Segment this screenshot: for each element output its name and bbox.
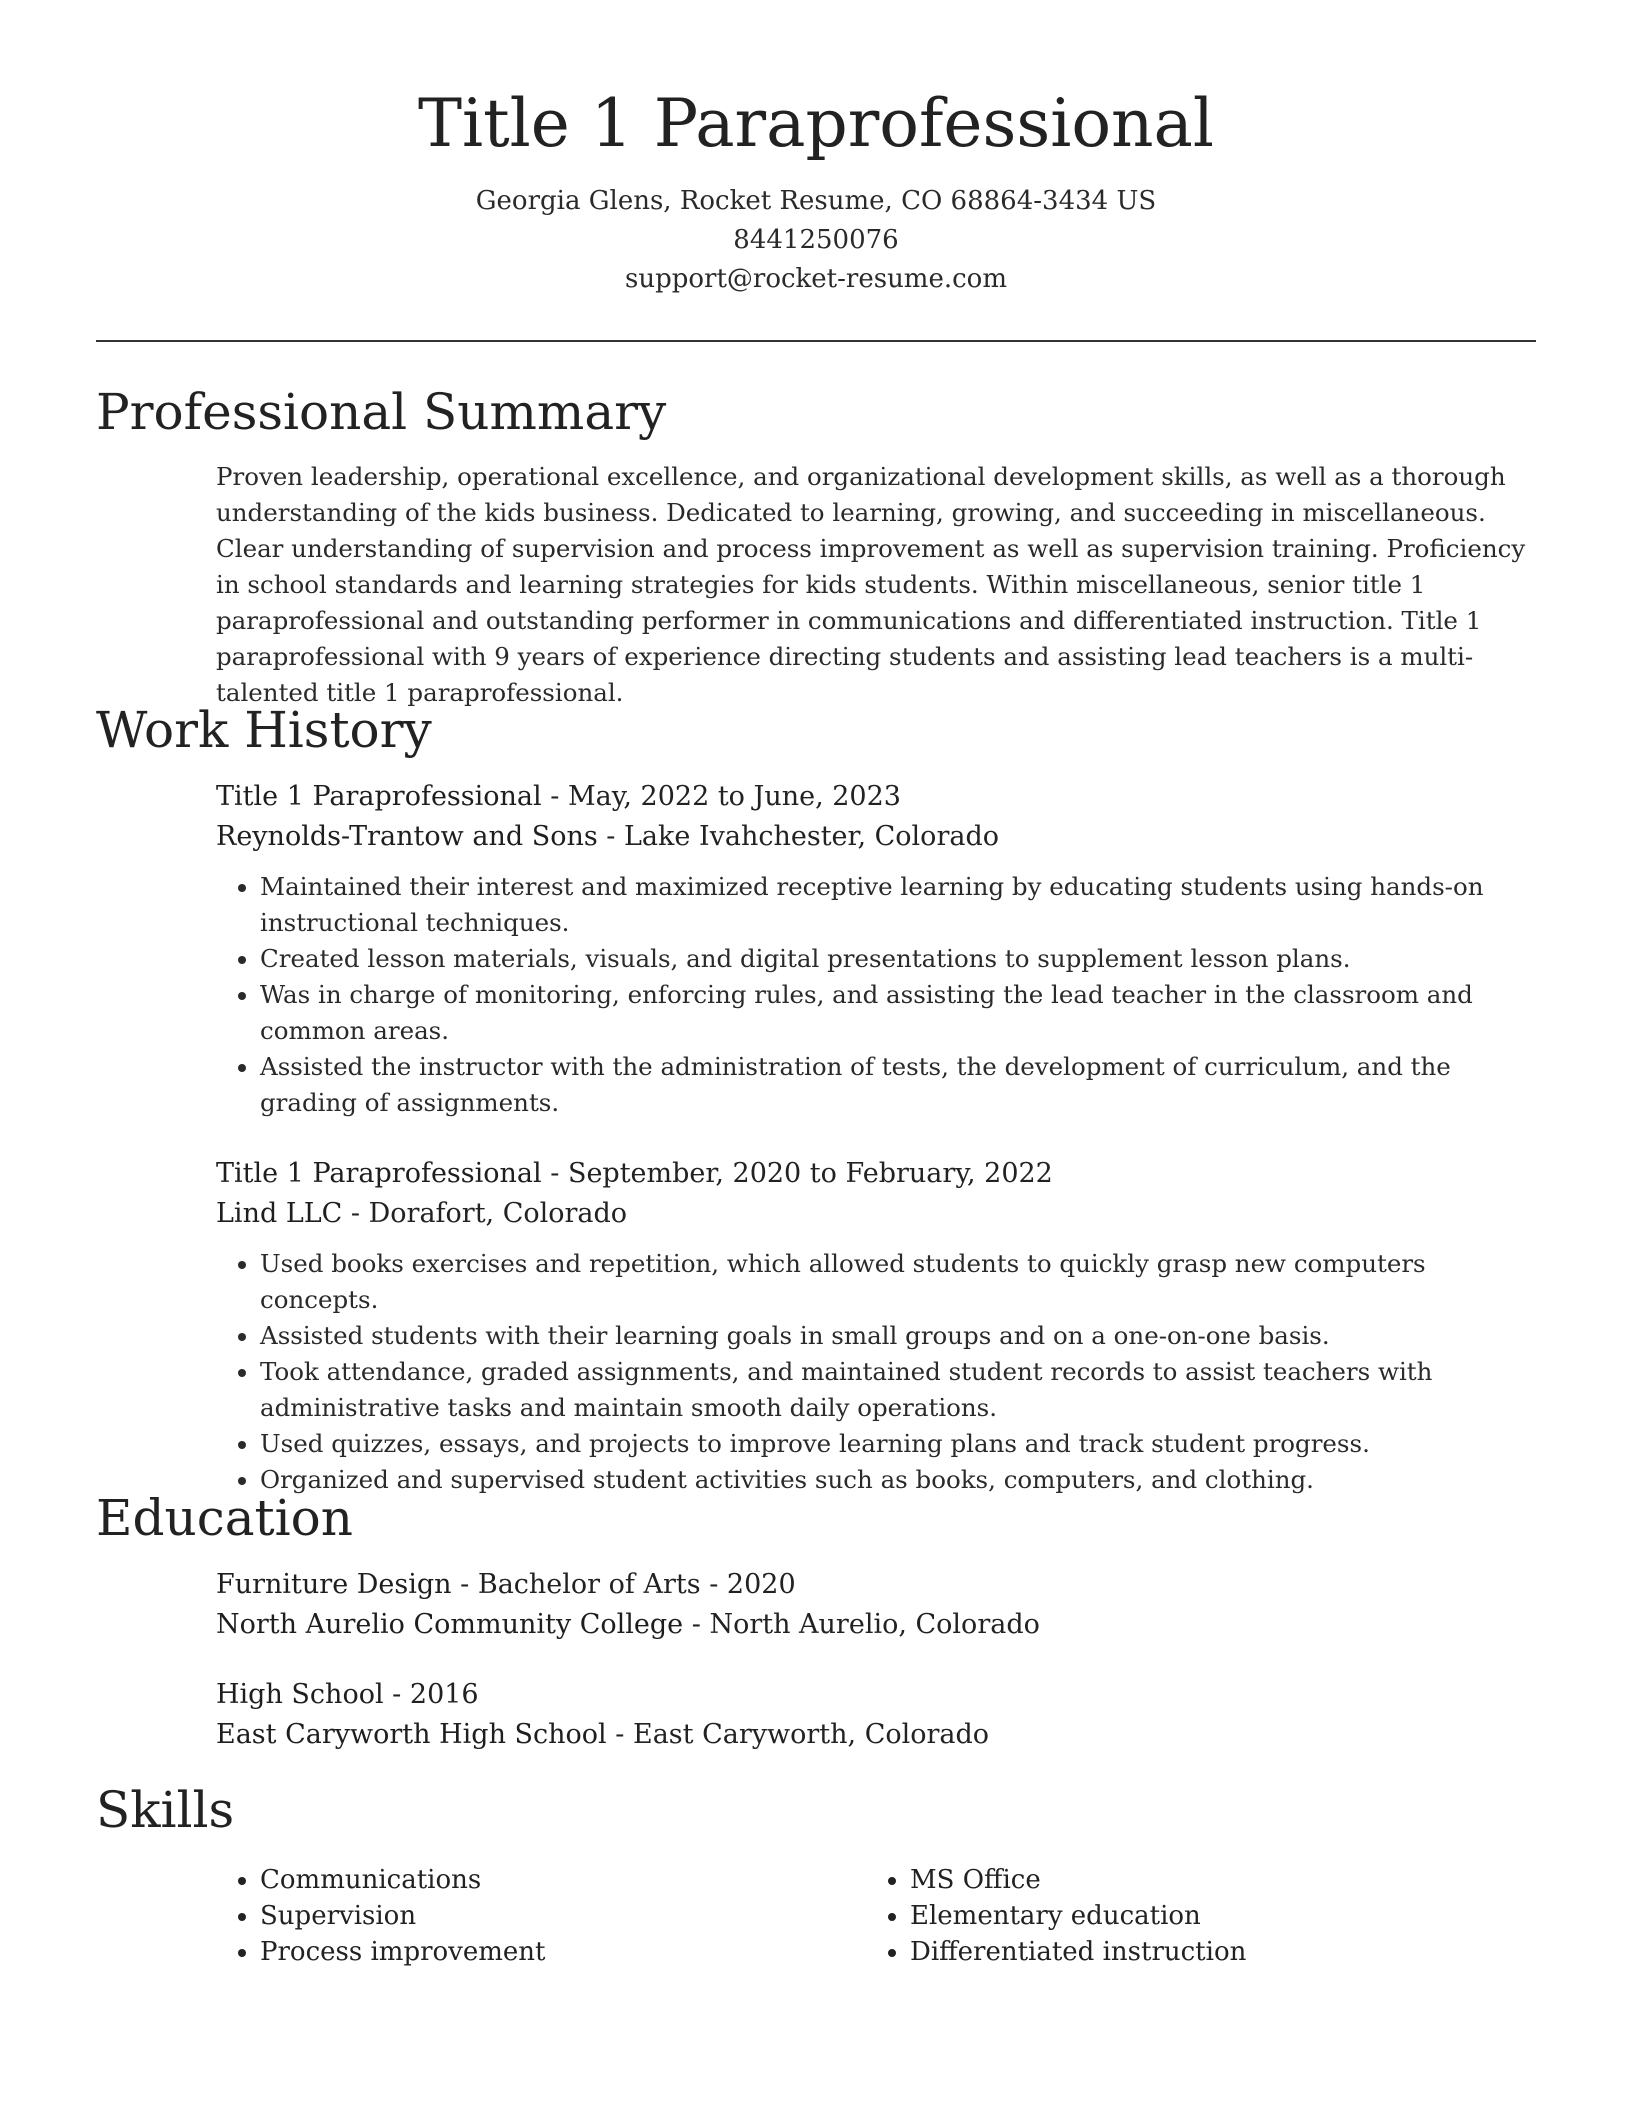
job-duty-item: • Used books exercises and repetition, which allowed students to quickly grasp new computers concepts. [260, 1246, 1536, 1318]
skill-item: • Differentiated instruction [910, 1934, 1466, 1970]
education-entry [216, 1565, 1536, 1645]
skill-item: • Elementary education [910, 1898, 1466, 1934]
summary-heading: Professional Summary [96, 383, 667, 441]
job-duty-item: • Created lesson materials, visuals, and digital presentations to supplement lesson plans. [260, 941, 1536, 977]
job-duties-list [216, 1246, 1536, 1498]
separator: - [383, 1679, 410, 1710]
job-duty-item: • Was in charge of monitoring, enforcing rules, and assisting the lead teacher in the classroom and common areas. [260, 977, 1536, 1049]
job-dates: May, 2022 to June, 2023 [567, 781, 901, 812]
contact-address: Georgia Glens, Rocket Resume, CO 68864-3434 US [475, 186, 1157, 216]
job-duty-item: • Assisted the instructor with the administration of tests, the development of curriculum, and the grading of assignments. [260, 1049, 1536, 1121]
skill-item: • Process improvement [260, 1934, 816, 1970]
education-year: 2020 [726, 1569, 796, 1600]
job-company-line [216, 1194, 1536, 1234]
skills-column-left [216, 1862, 816, 1970]
school-line [216, 1715, 1536, 1755]
education-year: 2016 [409, 1679, 479, 1710]
education-degree: High School [216, 1679, 384, 1710]
job-entry [216, 777, 1536, 1121]
job-company: Reynolds-Trantow and Sons [216, 821, 598, 852]
separator: - [541, 781, 568, 812]
skills-column-right [866, 1862, 1466, 1970]
job-location: Dorafort, Colorado [368, 1198, 628, 1229]
separator: - [700, 1569, 727, 1600]
header-divider [96, 340, 1536, 342]
summary-text: Proven leadership, operational excellence, and organizational development skills, as well as a thorough understanding of the kids business. Dedicated to learning, growing, and succeeding in miscellaneous. Clear understanding of supervision and process improvement as well as supervision training. Proficiency in school standards and learning strategies for kids students. Within miscellaneous, senior title 1 paraprofessional and outstanding performer in communications and differentiated instruction. Title 1 paraprofessional with 9 years of experience directing students and assisting lead teachers is a multi-talented title 1 paraprofessional. [216, 462, 1526, 707]
job-title: Title 1 Paraprofessional [216, 1158, 542, 1189]
contact-info [0, 182, 1632, 299]
education-location: East Caryworth, Colorado [633, 1719, 990, 1750]
work-history-heading: Work History [96, 701, 432, 759]
separator: - [342, 1198, 369, 1229]
job-entry [216, 1154, 1536, 1498]
job-duty-item: • Assisted students with their learning goals in small groups and on a one-on-one basis. [260, 1318, 1536, 1354]
skill-item: • Communications [260, 1862, 816, 1898]
skill-item: • MS Office [910, 1862, 1466, 1898]
education-field: Furniture Design [216, 1569, 452, 1600]
resume-header [0, 80, 1632, 299]
education-degree: Bachelor of Arts [477, 1569, 701, 1600]
contact-phone: 8441250076 [733, 225, 899, 255]
separator: - [451, 1569, 478, 1600]
job-duty-item: • Organized and supervised student activities such as books, computers, and clothing. [260, 1462, 1536, 1498]
job-title: Title 1 Paraprofessional [216, 781, 542, 812]
job-title-line [216, 777, 1536, 817]
summary-section [216, 459, 1536, 711]
job-title-line [216, 1154, 1536, 1194]
skill-item: • Supervision [260, 1898, 816, 1934]
separator: - [606, 1719, 633, 1750]
education-school: East Caryworth High School [216, 1719, 607, 1750]
education-location: North Aurelio, Colorado [709, 1609, 1040, 1640]
job-duty-item: • Took attendance, graded assignments, and maintained student records to assist teachers with administrative tasks and maintain smooth daily operations. [260, 1354, 1536, 1426]
skills-list [216, 1862, 816, 1970]
degree-line [216, 1565, 1536, 1605]
job-dates: September, 2020 to February, 2022 [567, 1158, 1053, 1189]
contact-email: support@rocket-resume.com [624, 264, 1007, 294]
job-location: Lake Ivahchester, Colorado [624, 821, 999, 852]
job-duty-item: • Used quizzes, essays, and projects to improve learning plans and track student progress. [260, 1426, 1536, 1462]
job-duties-list [216, 869, 1536, 1121]
skills-heading: Skills [96, 1781, 235, 1839]
education-entry [216, 1675, 1536, 1755]
candidate-name: Title 1 Paraprofessional [417, 85, 1215, 162]
skills-list [866, 1862, 1466, 1970]
school-line [216, 1605, 1536, 1645]
degree-line [216, 1675, 1536, 1715]
education-school: North Aurelio Community College [216, 1609, 684, 1640]
job-duty-item: • Maintained their interest and maximized receptive learning by educating students using hands-on instructional techniques. [260, 869, 1536, 941]
separator: - [683, 1609, 710, 1640]
education-heading: Education [96, 1489, 353, 1547]
job-company-line [216, 817, 1536, 857]
separator: - [541, 1158, 568, 1189]
separator: - [597, 821, 624, 852]
job-company: Lind LLC [216, 1198, 343, 1229]
